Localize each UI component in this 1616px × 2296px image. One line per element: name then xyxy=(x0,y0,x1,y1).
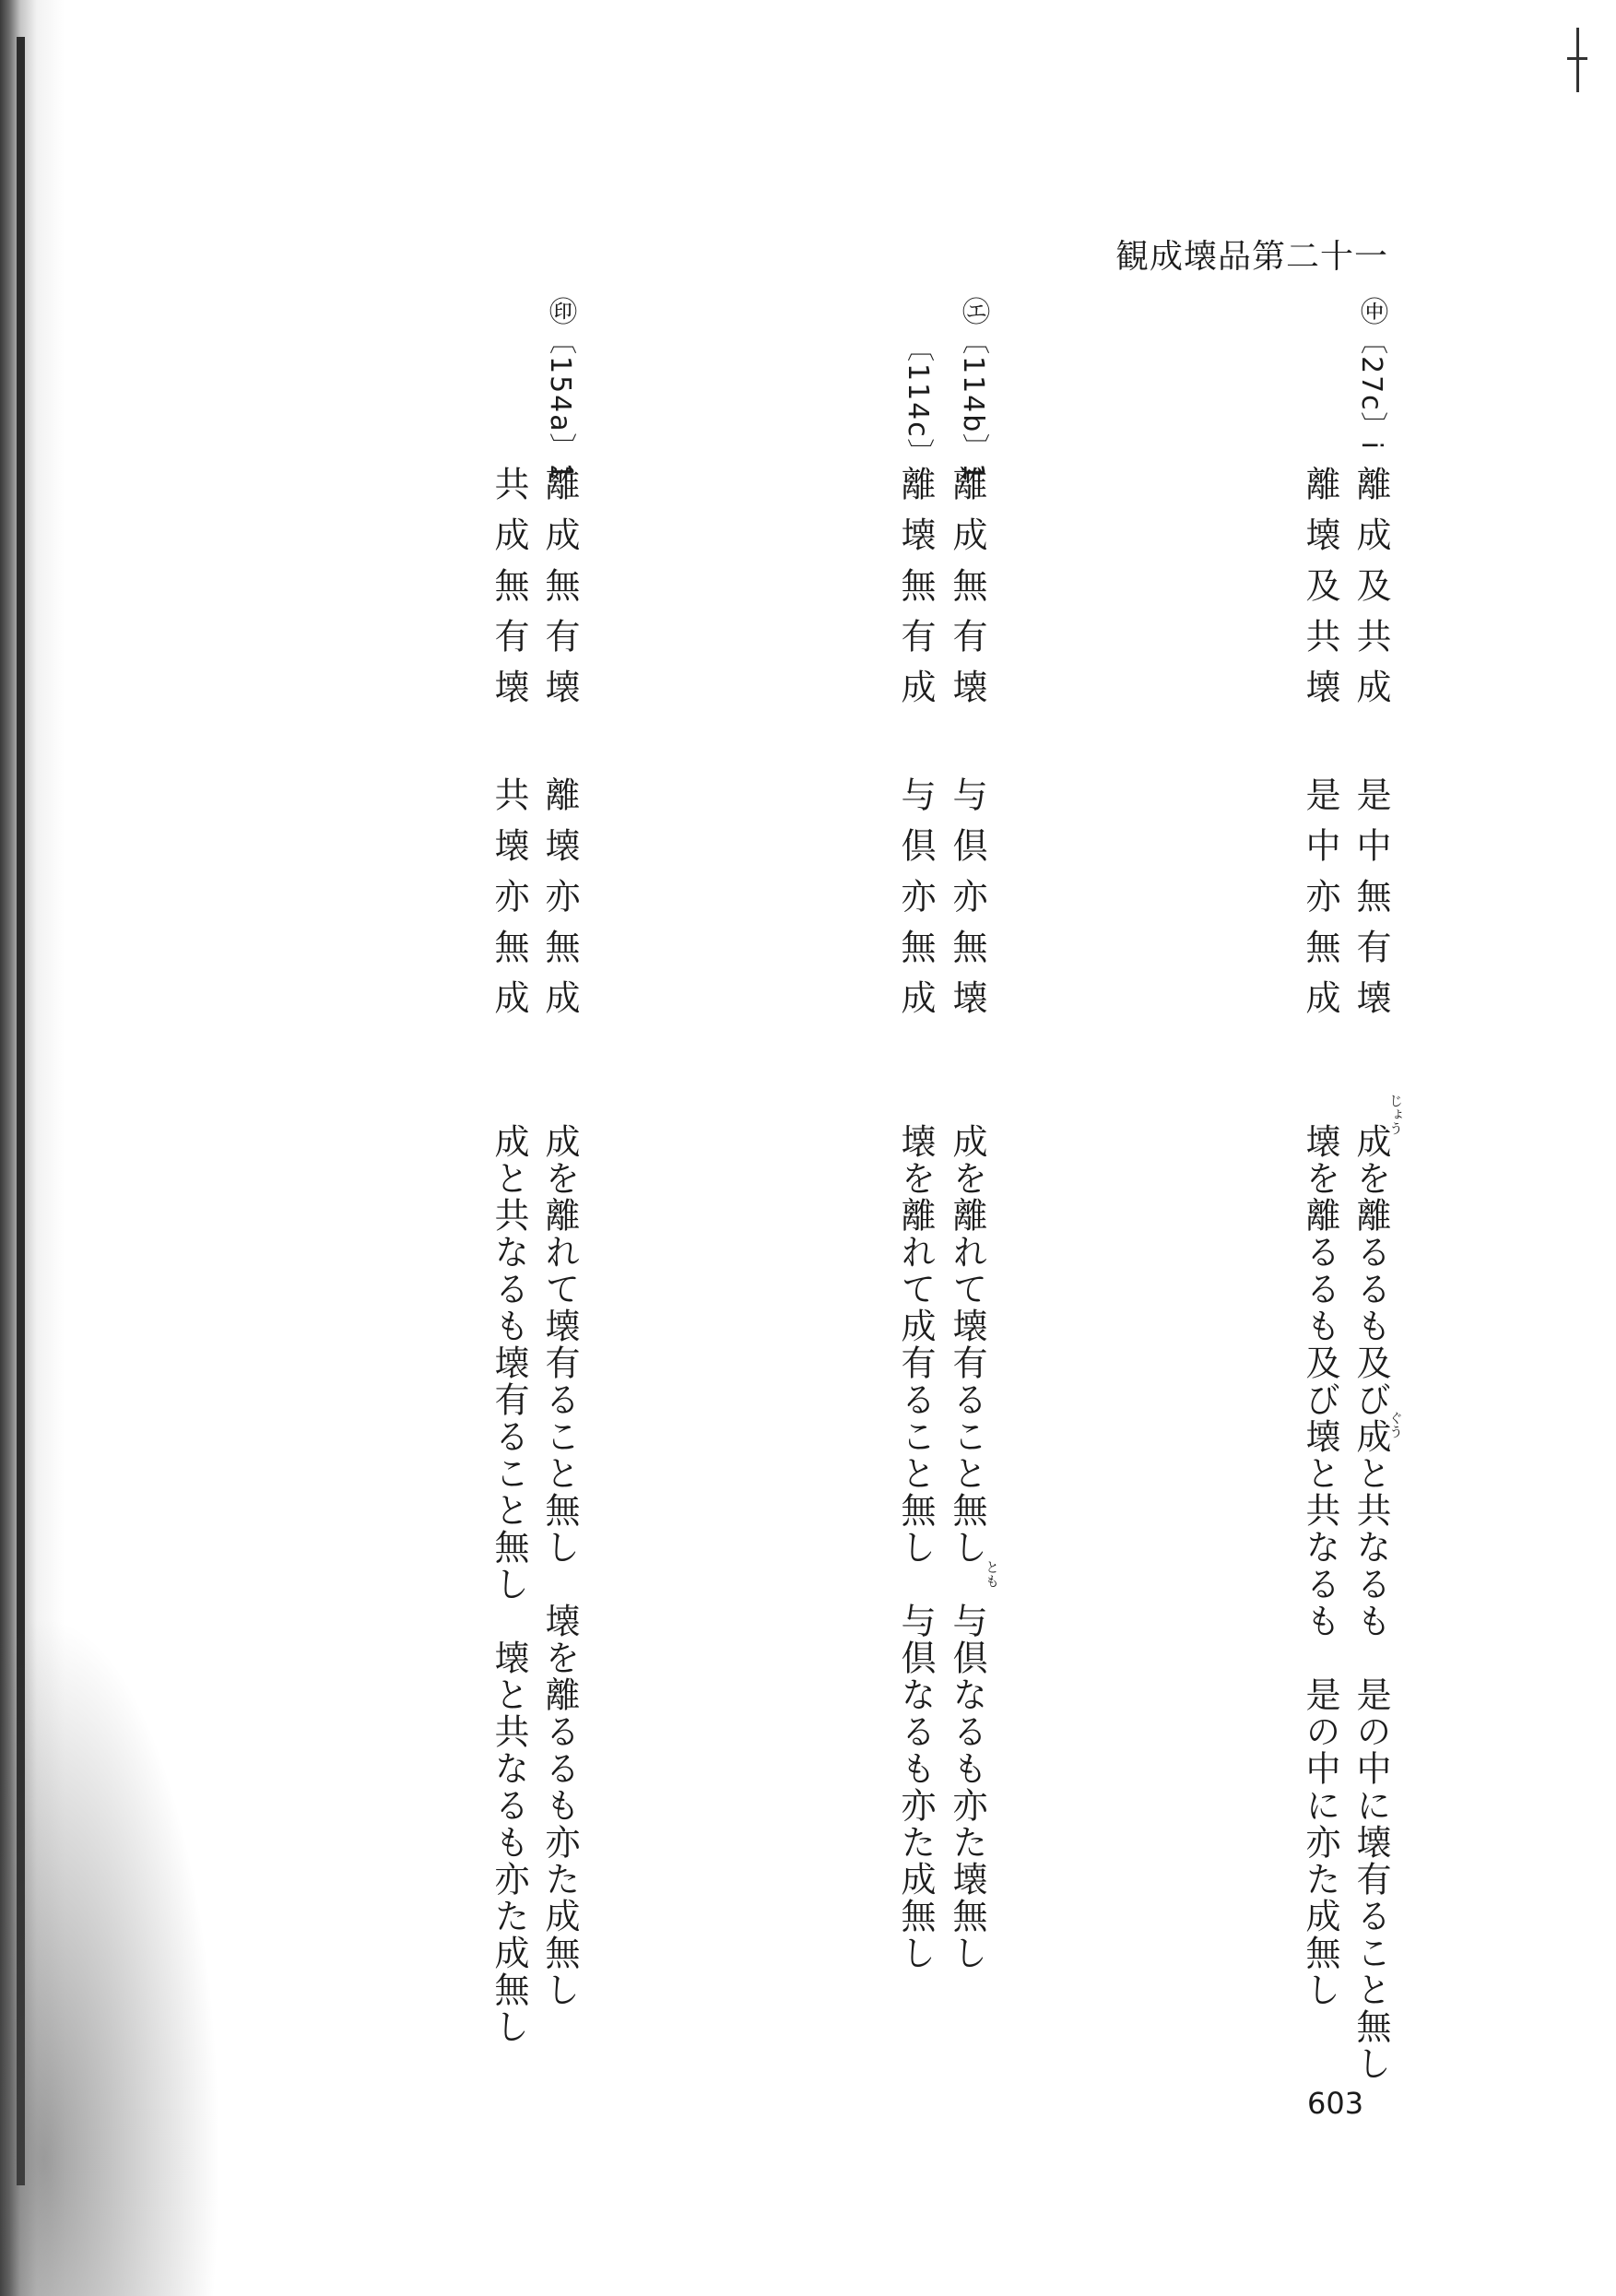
block2-reading-line2: 壊を離れて成有ること無し 与倶なるも亦た成無し xyxy=(895,1123,936,1971)
page-number: 603 xyxy=(1307,2086,1364,2121)
running-head: 観成壊品第二十一 xyxy=(1115,238,1389,276)
block2-verse-col2-upper: 離壊無有成 xyxy=(895,466,936,719)
block3-ref-text: 〔154a〕1 xyxy=(544,326,576,482)
block3-reading-line2: 成と共なるも壊有ること無し 壊と共なるも亦た成無し xyxy=(489,1123,529,2045)
block3-verse-col1-upper: 離成無有壊 xyxy=(539,466,580,719)
block2-ref-text: 〔114b〕1 xyxy=(957,326,989,483)
block1-ruby-jo: じょう xyxy=(1387,1094,1404,1135)
crop-mark-horizontal xyxy=(1567,57,1587,60)
block2-reference-secondary: 〔114c〕 xyxy=(902,334,934,468)
block1-verse-col1-lower: 是中無有壊 xyxy=(1351,776,1391,1030)
block3-reference xyxy=(544,297,576,482)
block1-reference xyxy=(1357,297,1385,451)
block1-reading-line1: 成を離るるも及び成と共なるも 是の中に壊有ること無し xyxy=(1351,1123,1391,2082)
block2-verse-col1-upper: 離成無有壊 xyxy=(947,466,987,719)
block2-verse-col1-lower: 与倶亦無壊 xyxy=(947,776,987,1030)
block2-reading-line1: 成を離れて壊有ること無し 与倶なるも亦た壊無し xyxy=(947,1123,987,1971)
block2-ruby-tomo: とも xyxy=(984,1560,1000,1588)
block1-ref-text: 〔27c〕i xyxy=(1355,326,1387,452)
block3-ref-mark: ㊞ xyxy=(544,297,576,326)
block2-verse-col2-lower: 与倶亦無成 xyxy=(895,776,936,1030)
block1-verse-col2-upper: 離壊及共壊 xyxy=(1300,466,1340,719)
block3-verse-col1-lower: 離壊亦無成 xyxy=(539,776,580,1030)
block2-reference xyxy=(957,297,989,483)
block1-ref-mark: ㊥ xyxy=(1355,297,1387,326)
block3-reading-line1: 成を離れて壊有ること無し 壊を離るるも亦た成無し xyxy=(539,1123,580,2008)
block1-reading-line2: 壊を離るるも及び壊と共なるも 是の中に亦た成無し xyxy=(1300,1123,1340,2008)
block3-verse-col2-upper: 共成無有壊 xyxy=(489,466,529,719)
crop-mark xyxy=(1576,28,1579,92)
block1-verse-col2-lower: 是中亦無成 xyxy=(1300,776,1340,1030)
block2-ref-mark: ㋓ xyxy=(957,297,989,326)
block3-verse-col2-lower: 共壊亦無成 xyxy=(489,776,529,1030)
scan-noise xyxy=(0,1614,221,2296)
block1-verse-col1-upper: 離成及共成 xyxy=(1351,466,1391,719)
block1-ruby-gu: ぐう xyxy=(1387,1411,1404,1438)
